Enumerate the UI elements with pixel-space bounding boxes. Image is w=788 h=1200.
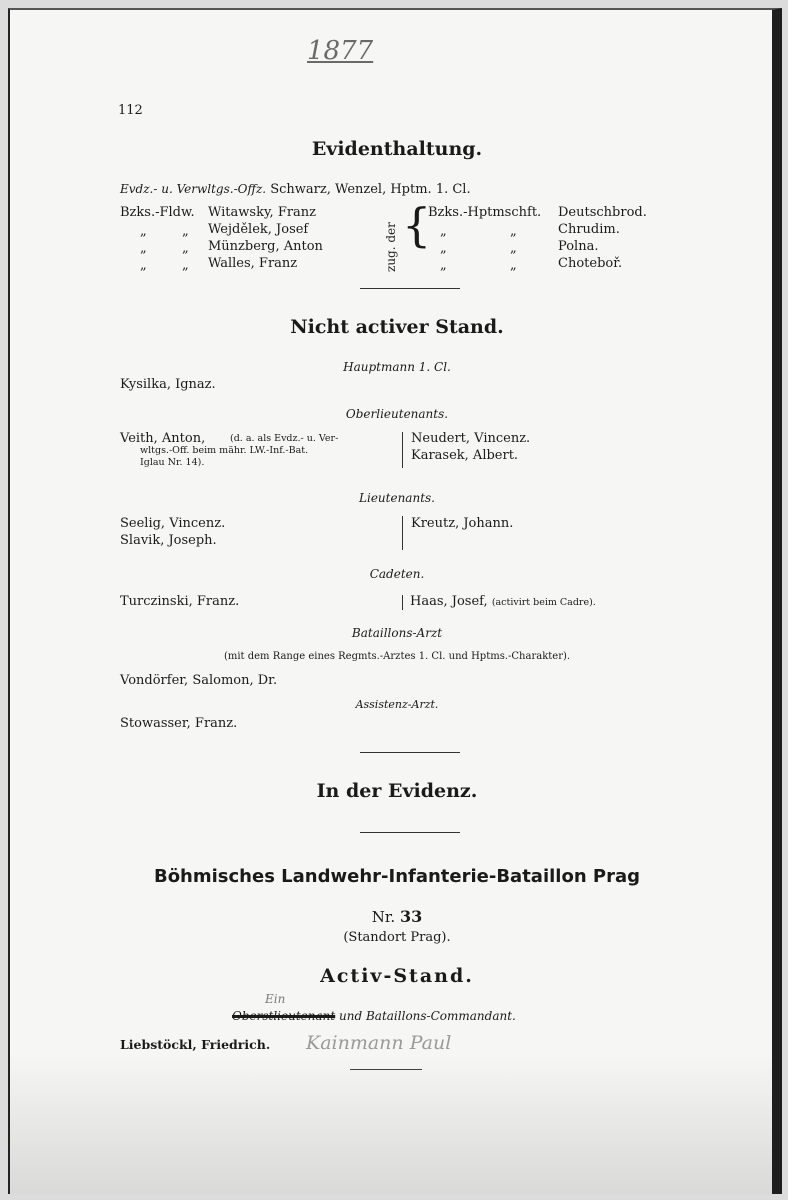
subheading-lieutenants: Lieutenants. xyxy=(359,491,435,505)
number-value: 33 xyxy=(399,907,423,926)
ditto-mark: „ xyxy=(510,241,517,256)
note-text: wltgs.-Off. beim mähr. LW.-Inf.-Bat. xyxy=(140,445,309,456)
list-item: Karasek, Albert. xyxy=(411,448,519,463)
subheading-hauptmann: Hauptmann 1. Cl. xyxy=(343,360,451,374)
handwritten-name: Kainmann Paul xyxy=(306,1032,452,1054)
activ-stand-title: Activ-Stand. xyxy=(320,965,474,987)
list-item: Veith, Anton, xyxy=(120,431,206,446)
list-item: Kreutz, Johann. xyxy=(411,516,514,531)
ditto-mark: „ xyxy=(140,224,147,239)
officer-prefix: Evdz.- u. Verwltgs.-Offz. xyxy=(120,182,267,196)
commander-name: Liebstöckl, Friedrich. xyxy=(120,1037,271,1052)
battalion-title: Böhmisches Landwehr-Infanterie-Bataillon Prag xyxy=(153,866,641,887)
subheading-assistenz-arzt: Assistenz-Arzt. xyxy=(355,698,439,711)
column-separator xyxy=(402,432,403,468)
battalion-location: (Standort Prag). xyxy=(343,930,451,945)
commander-rank-line xyxy=(232,1009,516,1023)
list-item: Wejdělek, Josef xyxy=(208,222,309,237)
list-item xyxy=(410,594,596,609)
place-item: Chrudim. xyxy=(558,222,620,237)
list-item: Vondörfer, Salomon, Dr. xyxy=(120,673,278,688)
officer-name: Schwarz, Wenzel, Hptm. 1. Cl. xyxy=(270,182,471,197)
divider xyxy=(360,832,460,833)
place-item: Polna. xyxy=(558,239,599,254)
note-text: (activirt beim Cadre). xyxy=(491,597,596,608)
ditto-mark: „ xyxy=(140,258,147,273)
list-item: Stowasser, Franz. xyxy=(120,716,238,731)
ditto-mark: „ xyxy=(440,241,447,256)
ditto-mark: „ xyxy=(140,241,147,256)
place-item: Choteboř. xyxy=(558,256,623,271)
cadet-name: Haas, Josef, xyxy=(410,594,488,609)
ditto-mark: „ xyxy=(182,258,189,273)
list-item: Münzberg, Anton xyxy=(208,239,323,254)
column-separator xyxy=(402,516,403,550)
note-text: (mit dem Range eines Regmts.-Arztes 1. Cl. und Hptms.-Charakter). xyxy=(223,651,571,662)
list-item: Walles, Franz xyxy=(208,256,298,271)
list-item: Slavik, Joseph. xyxy=(120,533,217,548)
subheading-oberlieutenants: Oberlieutenants. xyxy=(345,407,449,421)
list-item: Kysilka, Ignaz. xyxy=(120,377,216,392)
ditto-mark: „ xyxy=(182,241,189,256)
battalion-number xyxy=(10,907,782,926)
note-text: Iglau Nr. 14). xyxy=(140,457,205,468)
ditto-mark: „ xyxy=(440,258,447,273)
handwritten-year: 1877 xyxy=(307,36,374,66)
subheading-arzt: Bataillons-Arzt xyxy=(351,626,443,640)
list-item: Turczinski, Franz. xyxy=(120,594,240,609)
ditto-mark: „ xyxy=(182,224,189,239)
column-separator xyxy=(402,595,403,610)
document-page xyxy=(8,8,782,1194)
list-item: Seelig, Vincenz. xyxy=(120,516,226,531)
list-item: Neudert, Vincenz. xyxy=(411,431,531,446)
section-title-evidenthaltung: Evidenthaltung. xyxy=(311,138,483,160)
ditto-mark: „ xyxy=(510,258,517,273)
rank-label: Bzks.-Fldw. xyxy=(120,205,195,220)
brace-glyph: { xyxy=(402,198,432,252)
list-item: Witawsky, Franz xyxy=(208,205,317,220)
commander-title: und Bataillons-Commandant. xyxy=(339,1009,516,1023)
section-title-evidenz: In der Evidenz. xyxy=(316,780,478,802)
ditto-mark: „ xyxy=(440,224,447,239)
page-number: 112 xyxy=(118,103,143,118)
dept-label: Bzks.-Hptmschft. xyxy=(428,205,542,220)
number-prefix: Nr. xyxy=(371,908,396,926)
officer-line xyxy=(120,182,471,197)
handwritten-insert: Ein xyxy=(265,992,286,1006)
divider xyxy=(360,752,460,753)
scan-shadow xyxy=(10,1054,772,1194)
section-title-nicht-activ: Nicht activer Stand. xyxy=(290,316,504,338)
struck-rank: Oberstlieutenant xyxy=(232,1009,336,1023)
note-text: (d. a. als Evdz.- u. Ver- xyxy=(230,433,339,444)
divider xyxy=(360,288,460,289)
place-item: Deutschbrod. xyxy=(558,205,647,220)
ditto-mark: „ xyxy=(510,224,517,239)
subheading-cadeten: Cadeten. xyxy=(369,567,425,581)
assigned-label: zug. der xyxy=(384,222,398,272)
